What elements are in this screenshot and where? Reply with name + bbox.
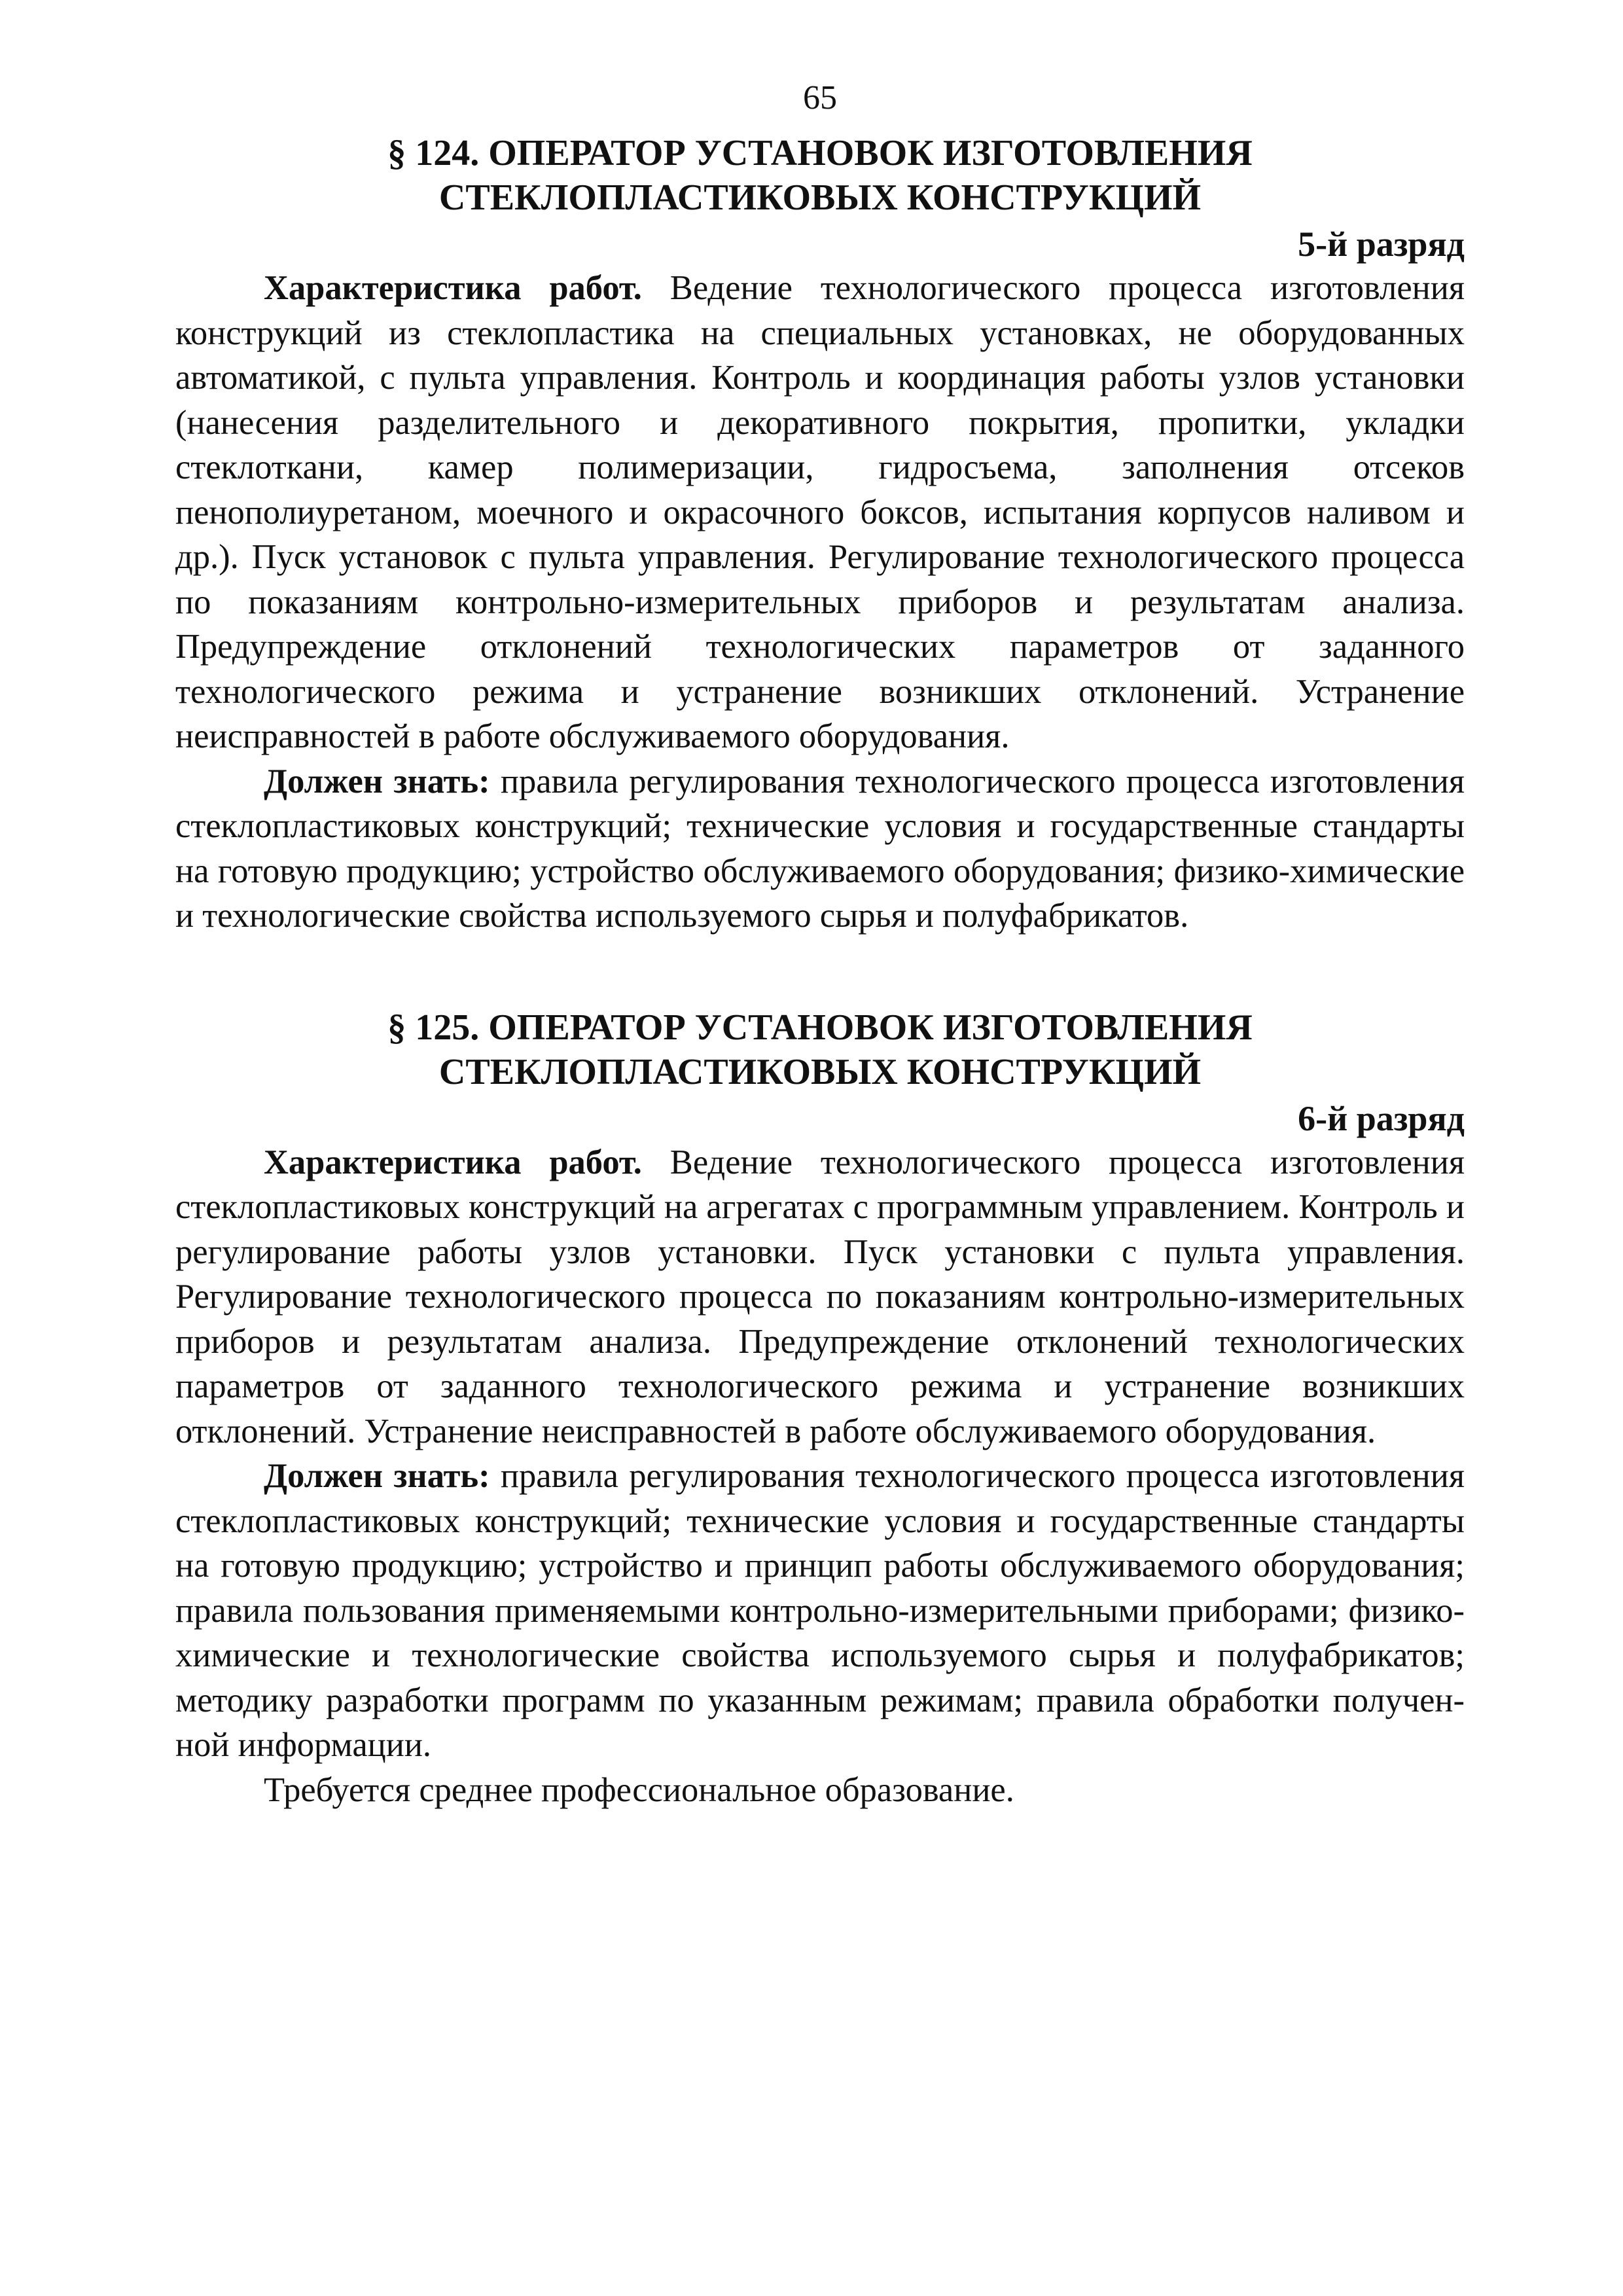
- page-number: 65: [803, 79, 837, 117]
- required-knowledge-paragraph: [175, 759, 1465, 939]
- required-knowledge-paragraph: [175, 1454, 1465, 1768]
- education-requirement: Требуется среднее профессиональное образование.: [264, 1770, 1014, 1809]
- section-title-line-1: § 124. ОПЕРАТОР УСТАНОВОК ИЗГОТОВЛЕНИЯ: [387, 133, 1253, 173]
- grade-label: 6-й разряд: [1298, 1098, 1465, 1138]
- required-knowledge-heading: Должен знать:: [264, 1457, 490, 1495]
- work-characteristics-text: Ведение технологического процесса изготовления стеклопластиковых конструкций на агрегатах с программным управлением. Контроль и регулирование работы узлов установки. Пуск установки с пульта управления. Регулирование технологического процесса по показаниям контрольно-измерительных приборов и результатам анализа. Предупреждение отклонений технологических параметров от заданного технологического режима и устранение возникших отклонений. Устранение неисправностей в работе обслуживаемого оборудования.: [175, 1143, 1465, 1450]
- section-title: [175, 131, 1465, 220]
- section-title-line-2: СТЕКЛОПЛАСТИКОВЫХ КОНСТРУКЦИЙ: [438, 177, 1202, 218]
- work-characteristics-paragraph: [175, 1140, 1465, 1454]
- grade-label: 5-й разряд: [1298, 224, 1465, 264]
- document-page: [175, 79, 1465, 2238]
- required-knowledge-text: правила регулирования технологического процесса изготовления стеклопластиковых конструкций; технические условия и государственные стандарты на готовую продукцию; устройство и принцип работы обслуживаемого оборудования; правила пользования применяемыми контрольно-измерительными приборами; физико-химические и технологические свойства используемого сырья и полуфабрикатов; методику разработки программ по указанным режимам; правила обработки полученной информации.: [175, 1457, 1465, 1764]
- section-title-line-1: § 125. ОПЕРАТОР УСТАНОВОК ИЗГОТОВЛЕНИЯ: [387, 1007, 1253, 1048]
- work-characteristics-heading: Характеристика работ.: [264, 1143, 642, 1181]
- section-title: [175, 1005, 1465, 1094]
- section-125: [175, 1005, 1465, 1813]
- section-title-line-2: СТЕКЛОПЛАСТИКОВЫХ КОНСТРУКЦИЙ: [438, 1051, 1202, 1092]
- work-characteristics-heading: Характеристика работ.: [264, 269, 642, 307]
- section-124: [175, 131, 1465, 939]
- work-characteristics-paragraph: [175, 266, 1465, 759]
- work-characteristics-text: Ведение технологического процесса изготовления конструкций из стеклопластика на специальных установках, не оборудованных автоматикой, с пульта управления. Контроль и координация работы узлов установки (нанесения разделительного и декоративного покрытия, пропитки, укладки стеклоткани, камер полимеризации, гидросъема, заполнения отсеков пенополиуретаном, моечного и окрасочного боксов, испытания корпусов наливом и др.). Пуск установок с пульта управления. Регулирование технологического процесса по показаниям контрольно-измерительных приборов и результатам анализа. Предупреждение отклонений технологических параметров от заданного технологического режима и устранение возникших отклонений. Устранение неисправностей в работе обслуживаемого оборудования.: [175, 269, 1465, 755]
- required-knowledge-heading: Должен знать:: [264, 762, 490, 800]
- required-knowledge-text: правила регулирования технологического процесса изготовления стеклопластиковых конструкций; технические условия и государственные стандарты на готовую продукцию; устройство обслуживаемого оборудования; физико-химические и технологические свойства используемого сырья и полуфабрикатов.: [175, 762, 1465, 935]
